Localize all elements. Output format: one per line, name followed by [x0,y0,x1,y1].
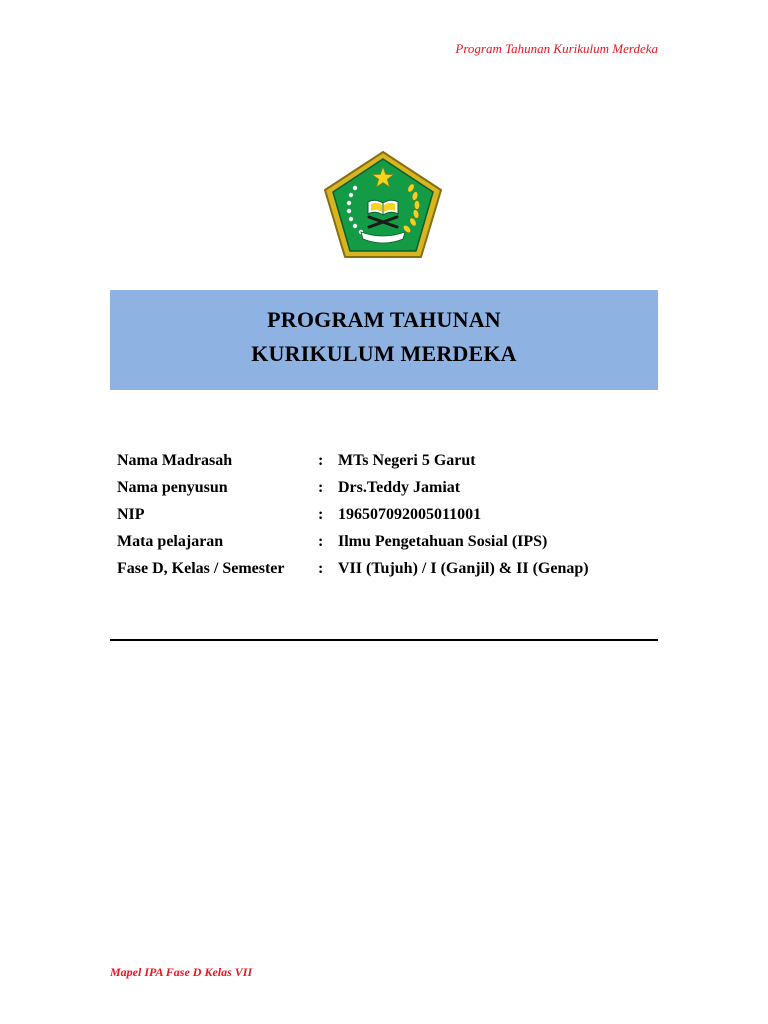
identity-label: Mata pelajaran [117,533,224,550]
identity-value: Drs.Teddy Jamiat [338,479,461,496]
identity-separator: : [318,533,324,550]
horizontal-divider [110,639,658,641]
identity-row-mapel [117,531,658,558]
identity-value: 196507092005011001 [338,506,482,523]
running-header: Program Tahunan Kurikulum Merdeka [455,41,658,56]
identity-row-madrasah [117,450,658,477]
identity-separator: : [318,560,324,577]
identity-label: Fase D, Kelas / Semester [117,560,285,577]
identity-label: NIP [117,506,145,523]
identity-label: Nama Madrasah [117,452,233,469]
identity-label: Nama penyusun [117,479,228,496]
identity-value: MTs Negeri 5 Garut [338,452,476,469]
identity-separator: : [318,452,324,469]
title-banner [110,290,658,390]
ministry-emblem-icon [323,150,443,260]
identity-separator: : [318,479,324,496]
document-title-line-2: KURIKULUM MERDEKA [251,341,517,366]
identity-value: Ilmu Pengetahuan Sosial (IPS) [338,533,548,550]
identity-value: VII (Tujuh) / I (Ganjil) & II (Genap) [338,560,589,577]
identity-row-penyusun [117,477,658,504]
identity-row-nip [117,504,658,531]
page-footer: Mapel IPA Fase D Kelas VII [110,965,253,979]
identity-row-kelas-semester [117,558,658,585]
identity-separator: : [318,506,324,523]
identity-table [117,450,658,585]
document-title-line-1: PROGRAM TAHUNAN [267,307,501,332]
